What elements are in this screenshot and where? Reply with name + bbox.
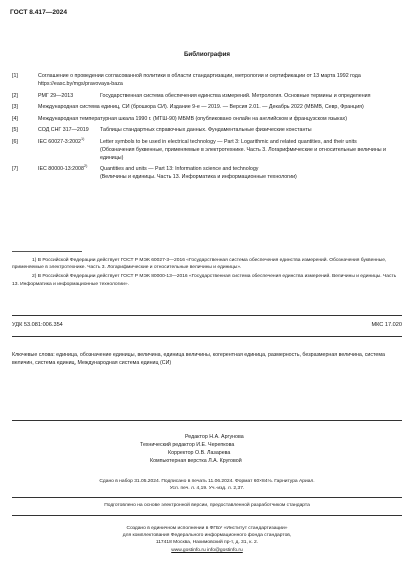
- divider-top: [12, 315, 402, 316]
- credit-proofreader: Корректор О.В. Лазарева: [168, 450, 231, 456]
- divider-keywords: [12, 420, 402, 421]
- bib-code: РМГ 29—2013: [38, 92, 74, 99]
- bib-translation: (Величины и единицы. Часть 13. Информатика и информационные технологии): [100, 174, 297, 180]
- mks-code: МКС 17.020: [371, 322, 402, 328]
- bib-number: [7]: [12, 166, 18, 172]
- editorial-credits: [140, 433, 244, 465]
- bib-code-text: IEC 60027-3:2002: [38, 138, 81, 145]
- print-info-line-2: Усл. печ. л. 4,19. Уч.-изд. л. 2,37.: [169, 486, 245, 492]
- bib-translation: (Обозначения буквенные, применяемые в электротехнике. Часть 3. Логарифмические и относительные величины и единицы): [100, 146, 387, 161]
- credit-tech-editor: Технический редактор И.Е. Черепкова: [140, 442, 235, 448]
- bib-text: Международная система единиц, СИ (брошюра СИ). Издание 9-е — 2019. — Версия 2.01. — Декабрь 2022 (МБМВ, Севр, Франция): [38, 104, 364, 110]
- udk-code: УДК 53.081:006.354: [12, 322, 63, 328]
- bib-item-3: [12, 103, 404, 111]
- bib-item-6: [12, 138, 404, 162]
- bib-text: Международная температурная шкала 1990 г. (МТШ-90) МБМВ (опубликовано онлайн на английском и французском языках): [38, 115, 347, 122]
- bib-text: Quantities and units — Part 13: Information science and technology: [100, 166, 259, 172]
- footnote-ref: 1): [81, 136, 85, 141]
- bib-number: [3]: [12, 104, 18, 110]
- print-info: [0, 478, 414, 492]
- bib-item-2: [12, 92, 404, 100]
- footnote-ref: 2): [83, 164, 88, 169]
- bib-item-1: [12, 72, 404, 88]
- bibliography-list: [12, 72, 404, 185]
- credit-layout: Компьютерная верстка Л.А. Круговой: [150, 458, 242, 464]
- footnote-divider: [12, 251, 82, 252]
- preparation-note: Подготовлено на основе электронной версии, предоставленной разработчиком стандарта: [104, 503, 310, 508]
- publisher-links[interactable]: www.gostinfo.ru info@gostinfo.ru: [171, 547, 243, 553]
- publisher-info: [0, 525, 414, 554]
- footnotes: [12, 257, 404, 290]
- bib-item-7: [12, 165, 404, 181]
- standard-header: ГОСТ 8.417—2024: [10, 9, 67, 16]
- footnote-2: 2) В Российской Федерации действует ГОСТ Р МЭК 80000-13—2016 «Государственная система обеспечения единства измерений. Величины и единицы. Часть 13. Информатика и информационные технологии».: [12, 274, 397, 287]
- bib-code: [38, 165, 98, 173]
- divider-udk: [12, 336, 402, 337]
- bib-number: [2]: [12, 92, 18, 99]
- publisher-line-1: Создано в единичном исполнении в ФГБУ «Институт стандартизации»: [126, 526, 288, 531]
- bib-item-5: [12, 126, 404, 134]
- bib-item-4: [12, 115, 404, 123]
- keywords: Ключевые слова: единица, обозначение единицы, величина, единица величины, когерентная единица, размерность, безразмерная величина, система величин, система единиц, Международная система единиц (СИ): [12, 352, 385, 366]
- bib-text: Соглашение о проведении согласованной политики в области стандартизации, метрологии и сертификации от 13 марта 1992 года https://easc.by/mgs/pravovaya-baza: [38, 73, 361, 87]
- publisher-line-3: 117418 Москва, Нахимовский пр-т, д. 31, к. 2.: [155, 540, 259, 546]
- bib-code: [38, 138, 98, 146]
- bib-number: [1]: [12, 73, 18, 79]
- divider-print: [12, 497, 402, 498]
- bib-text: Государственная система обеспечения единства измерений. Метрология. Основные термины и определения: [100, 92, 371, 99]
- section-title: Библиография: [183, 51, 231, 58]
- bib-text: Letter symbols to be used in electrical technology — Part 3: Logarithmic and related quantities, and their units: [100, 138, 357, 145]
- publisher-line-2: для комплектования Федерального информационного фонда стандартов,: [122, 533, 292, 539]
- bib-number: [4]: [12, 115, 18, 122]
- bib-text: Таблицы стандартных справочных данных. Фундаментальные физические константы: [100, 127, 312, 133]
- print-info-line-1: Сдано в набор 31.05.2024. Подписано в печать 11.06.2024. Формат 60×84⅛. Гарнитура Ариал.: [99, 479, 315, 484]
- footnote-1: 1) В Российской Федерации действует ГОСТ Р МЭК 60027-3—2016 «Государственная система обеспечения единства измерений. Обозначения буквенные, применяемые в электротехнике. Часть 3. Логарифмические и относительные величины и единицы».: [12, 258, 387, 271]
- bib-number: [6]: [12, 138, 18, 145]
- credit-editor: Редактор Н.А. Аргунова: [185, 434, 244, 440]
- bib-number: [5]: [12, 127, 18, 133]
- bib-code-text: IEC 80000-13:2008: [38, 166, 84, 172]
- divider-note: [12, 515, 402, 516]
- bib-code: СОД СНГ 317—2019: [38, 127, 89, 133]
